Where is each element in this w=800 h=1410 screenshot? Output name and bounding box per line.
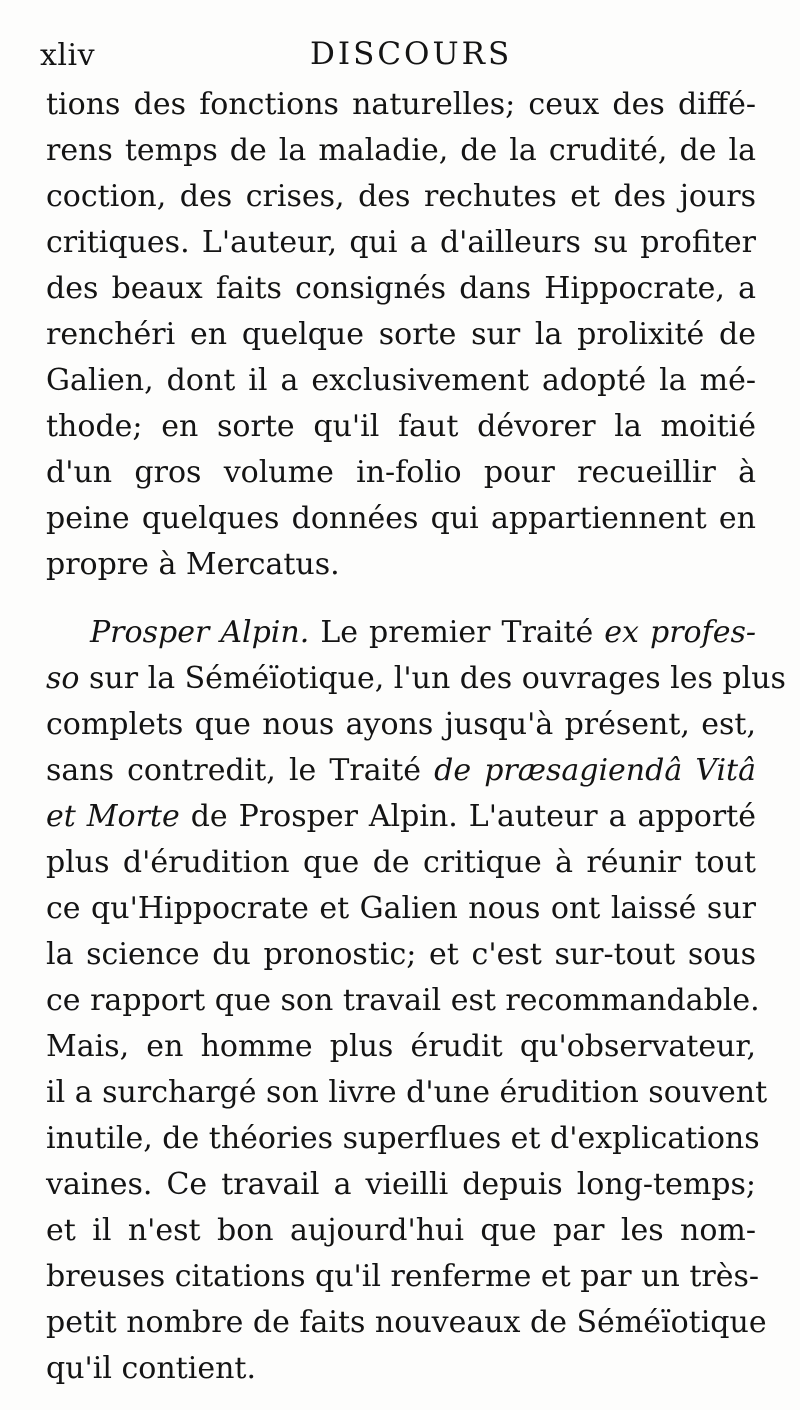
running-head: DISCOURS — [310, 36, 513, 72]
text-line: propre à Mercatus. — [46, 547, 340, 582]
text-span: Le premier Traité — [309, 615, 605, 650]
latin-phrase: so — [46, 661, 80, 696]
text-line: renchéri en quelque sorte sur la prolixité de — [46, 317, 756, 352]
text-line: tions des fonctions naturelles; ceux des diffé- — [46, 87, 756, 122]
paragraph-mercatus — [46, 82, 756, 588]
text-line: critiques. L'auteur, qui a d'ailleurs su profiter — [46, 225, 756, 260]
book-title: et Morte — [46, 799, 180, 834]
text-line: petit nombre de faits nouveaux de Séméïotique — [46, 1305, 767, 1340]
page-number: xliv — [40, 38, 96, 73]
text-line: qu'il contient. — [46, 1351, 256, 1386]
text-line: rens temps de la maladie, de la crudité, de la — [46, 133, 756, 168]
text-line: des beaux faits consignés dans Hippocrate, a — [46, 271, 756, 306]
text-line: vaines. Ce travail a vieilli depuis long-temps; — [46, 1167, 756, 1202]
text-line: complets que nous ayons jusqu'à présent, est, — [46, 707, 756, 742]
text-line: peine quelques données qui appartiennent en — [46, 501, 756, 536]
book-title: de præsagiendâ Vitâ — [434, 753, 756, 788]
page-body — [46, 82, 786, 1392]
text-line: thode; en sorte qu'il faut dévorer la moitié — [46, 409, 756, 444]
text-span: sans contredit, le Traité — [46, 753, 435, 788]
text-line: plus d'érudition que de critique à réunir tout — [46, 845, 756, 880]
text-line — [46, 794, 756, 840]
text-line: coction, des crises, des rechutes et des jours — [46, 179, 756, 214]
text-span: sur la Séméïotique, l'un des ouvrages les plus — [79, 661, 786, 696]
text-line: breuses citations qu'il renferme et par un très- — [46, 1259, 760, 1294]
text-line: il a surchargé son livre d'une érudition souvent — [46, 1075, 768, 1110]
text-line: ce qu'Hippocrate et Galien nous ont laissé sur — [46, 891, 756, 926]
latin-phrase: ex profes- — [604, 615, 756, 650]
text-line — [46, 748, 756, 794]
text-line: la science du pronostic; et c'est sur-tout sous — [46, 937, 756, 972]
page-header — [40, 30, 750, 80]
author-name: Prosper Alpin. — [90, 615, 310, 650]
text-line — [46, 656, 786, 702]
text-line: Galien, dont il a exclusivement adopté la mé- — [46, 363, 756, 398]
text-line: et il n'est bon aujourd'hui que par les nom- — [46, 1213, 756, 1248]
paragraph-prosper-alpin — [46, 610, 786, 1392]
text-line: d'un gros volume in-folio pour recueillir à — [46, 455, 756, 490]
text-line: inutile, de théories superflues et d'explications — [46, 1121, 760, 1156]
text-line — [46, 610, 756, 656]
text-line: Mais, en homme plus érudit qu'observateur, — [46, 1029, 756, 1064]
text-span: de Prosper Alpin. L'auteur a apporté — [179, 799, 756, 834]
text-line: ce rapport que son travail est recommandable. — [46, 983, 760, 1018]
paragraph-gap — [46, 588, 756, 610]
